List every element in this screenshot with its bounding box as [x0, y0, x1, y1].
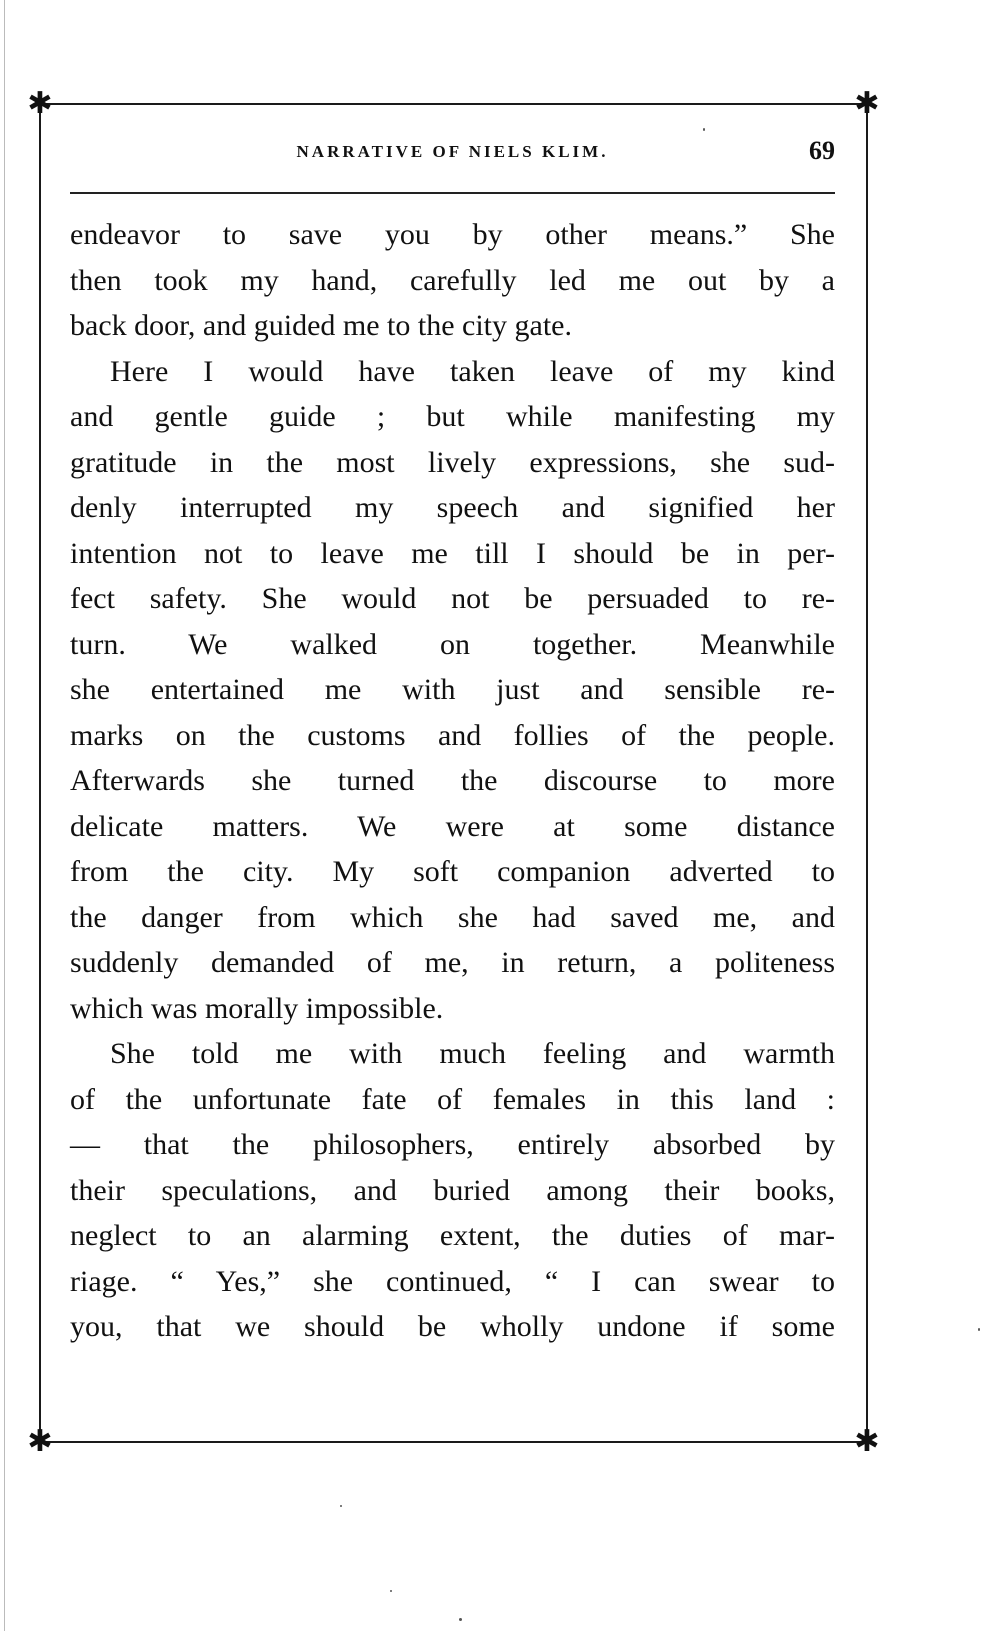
- text-line: fect safety. She would not be persuaded to re-: [70, 582, 835, 615]
- text-line: Here I would have taken leave of my kind: [110, 354, 835, 388]
- corner-ornament-icon: ✱: [27, 87, 53, 120]
- text-line: the danger from which she had saved me, and: [70, 900, 835, 934]
- text-line: Afterwards she turned the discourse to more: [70, 764, 835, 797]
- text-line: marks on the customs and follies of the people.: [70, 718, 835, 752]
- corner-ornament-icon: ✱: [27, 1425, 53, 1458]
- text-line: delicate matters. We were at some distance: [70, 809, 835, 843]
- text-line: neglect to an alarming extent, the duties of mar-: [70, 1219, 835, 1252]
- scan-speck: [390, 1590, 392, 1592]
- text-line: of the unfortunate fate of females in this land :: [70, 1082, 835, 1116]
- text-line: gratitude in the most lively expressions, she sud-: [70, 445, 835, 479]
- text-line: denly interrupted my speech and signified her: [70, 491, 835, 524]
- scan-speck: [340, 1505, 342, 1507]
- running-title: NARRATIVE OF NIELS KLIM.: [296, 142, 609, 161]
- text-line: she entertained me with just and sensible re-: [70, 673, 835, 706]
- text-line: and gentle guide ; but while manifesting my: [70, 400, 835, 433]
- text-line: you, that we should be wholly undone if some: [70, 1310, 835, 1343]
- scan-edge: [4, 0, 5, 1631]
- text-line: which was morally impossible.: [70, 991, 444, 1025]
- text-line: She told me with much feeling and warmth: [110, 1037, 835, 1070]
- frame-bottom-border: [40, 1441, 868, 1443]
- text-line: suddenly demanded of me, in return, a politeness: [70, 946, 835, 979]
- page-number: 69: [809, 136, 835, 165]
- text-line: back door, and guided me to the city gate.: [70, 309, 572, 342]
- frame-left-border: [39, 103, 41, 1443]
- scan-speck: [459, 1618, 462, 1621]
- text-line: turn. We walked on together. Meanwhile: [70, 627, 835, 661]
- text-line: then took my hand, carefully led me out by a: [70, 263, 835, 297]
- scan-speck: [703, 128, 705, 131]
- frame-right-border: [866, 103, 868, 1443]
- text-line: intention not to leave me till I should be in per-: [70, 536, 835, 570]
- text-line: endeavor to save you by other means.” She: [70, 218, 835, 251]
- header-rule: [70, 192, 835, 194]
- text-line: — that the philosophers, entirely absorbed by: [70, 1128, 835, 1161]
- corner-ornament-icon: ✱: [854, 87, 880, 120]
- page-header: [70, 136, 835, 176]
- corner-ornament-icon: ✱: [854, 1425, 880, 1458]
- text-line: their speculations, and buried among their books,: [70, 1173, 835, 1207]
- text-line: from the city. My soft companion adverted to: [70, 855, 835, 888]
- text-line: riage. “ Yes,” she continued, “ I can swear to: [70, 1264, 835, 1298]
- body-text: [70, 212, 835, 1350]
- frame-top-border: [40, 103, 868, 105]
- scan-speck: [978, 1328, 980, 1331]
